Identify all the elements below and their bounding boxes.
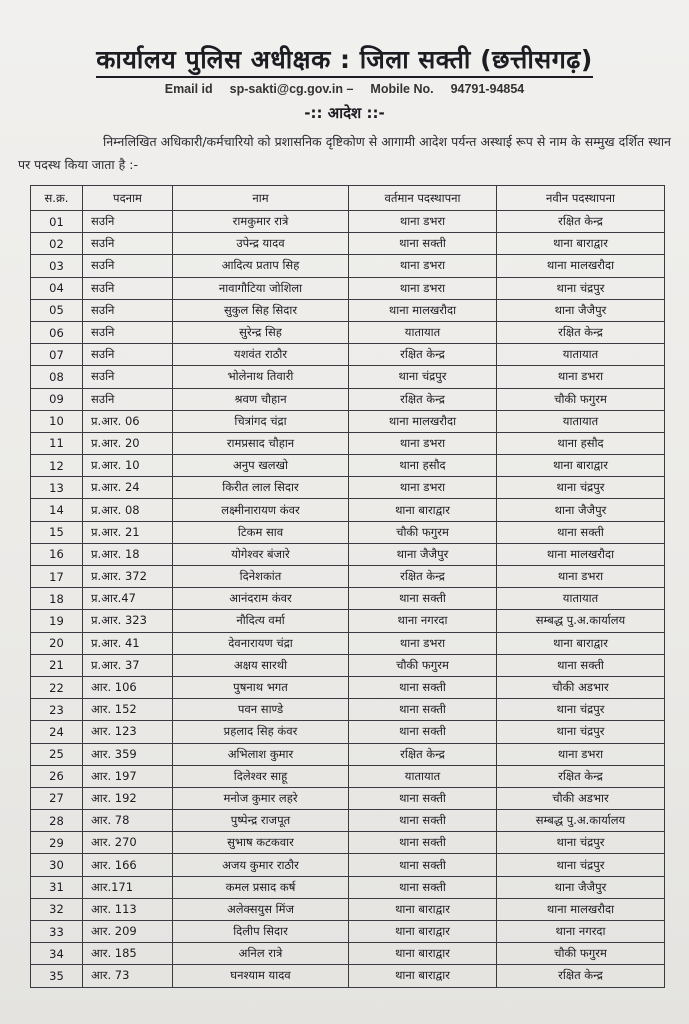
cell-name: अनुप खलखो <box>173 455 349 477</box>
cell-serial: 19 <box>31 610 83 632</box>
cell-current-posting: थाना चंद्रपुर <box>349 366 497 388</box>
cell-new-posting: चौकी फगुरम <box>497 388 665 410</box>
cell-name: लक्ष्मीनारायण कंवर <box>173 499 349 521</box>
cell-name: यशवंत राठौर <box>173 344 349 366</box>
cell-new-posting: थाना सक्ती <box>497 654 665 676</box>
cell-name: अनिल रात्रे <box>173 943 349 965</box>
cell-designation: प्र.आर. 18 <box>83 543 173 565</box>
cell-serial: 29 <box>31 832 83 854</box>
cell-name: आदित्य प्रताप सिह <box>173 255 349 277</box>
cell-current-posting: थाना सक्ती <box>349 721 497 743</box>
cell-designation: प्र.आर. 06 <box>83 410 173 432</box>
cell-current-posting: चौकी फगुरम <box>349 654 497 676</box>
cell-name: किरीत लाल सिदार <box>173 477 349 499</box>
cell-new-posting: थाना डभरा <box>497 743 665 765</box>
email-label: Email id <box>164 82 213 96</box>
cell-serial: 14 <box>31 499 83 521</box>
table-row <box>31 521 665 543</box>
cell-name: श्रवण चौहान <box>173 388 349 410</box>
cell-current-posting: थाना सक्ती <box>349 699 497 721</box>
table-row <box>31 721 665 743</box>
mobile-value: 94791-94854 <box>450 82 525 96</box>
cell-designation: आर. 197 <box>83 765 173 787</box>
cell-current-posting: थाना डभरा <box>349 632 497 654</box>
cell-name: उपेन्द्र यादव <box>173 233 349 255</box>
cell-designation: प्र.आर. 41 <box>83 632 173 654</box>
cell-name: सुकुल सिह सिदार <box>173 299 349 321</box>
cell-name: रामप्रसाद चौहान <box>173 432 349 454</box>
cell-new-posting: थाना चंद्रपुर <box>497 721 665 743</box>
cell-new-posting: सम्बद्ध पु.अ.कार्यालय <box>497 810 665 832</box>
cell-serial: 04 <box>31 277 83 299</box>
cell-name: घनश्याम यादव <box>173 965 349 987</box>
cell-designation: सउनि <box>83 277 173 299</box>
cell-designation: आर. 106 <box>83 676 173 698</box>
cell-designation: आर. 270 <box>83 832 173 854</box>
cell-current-posting: रक्षित केन्द्र <box>349 743 497 765</box>
email-value: sp-sakti@cg.gov.in – <box>229 82 354 96</box>
table-row <box>31 321 665 343</box>
cell-serial: 16 <box>31 543 83 565</box>
cell-serial: 11 <box>31 432 83 454</box>
contact-line <box>0 82 689 96</box>
cell-current-posting: थाना सक्ती <box>349 854 497 876</box>
cell-new-posting: थाना चंद्रपुर <box>497 854 665 876</box>
cell-current-posting: थाना मालखरौदा <box>349 410 497 432</box>
cell-serial: 35 <box>31 965 83 987</box>
cell-current-posting: थाना सक्ती <box>349 810 497 832</box>
cell-new-posting: रक्षित केन्द्र <box>497 765 665 787</box>
cell-designation: प्र.आर. 323 <box>83 610 173 632</box>
table-row <box>31 211 665 233</box>
cell-new-posting: यातायात <box>497 588 665 610</box>
cell-current-posting: थाना बाराद्वार <box>349 943 497 965</box>
cell-designation: प्र.आर. 21 <box>83 521 173 543</box>
cell-serial: 07 <box>31 344 83 366</box>
cell-current-posting: चौकी फगुरम <box>349 521 497 543</box>
cell-new-posting: थाना चंद्रपुर <box>497 277 665 299</box>
cell-new-posting: थाना जैजैपुर <box>497 499 665 521</box>
table-row <box>31 943 665 965</box>
cell-new-posting: थाना बाराद्वार <box>497 632 665 654</box>
cell-new-posting: रक्षित केन्द्र <box>497 211 665 233</box>
cell-name: टिकम साव <box>173 521 349 543</box>
header-designation: पदनाम <box>83 186 173 211</box>
table-row <box>31 366 665 388</box>
cell-designation: सउनि <box>83 344 173 366</box>
cell-new-posting: थाना मालखरौदा <box>497 255 665 277</box>
cell-new-posting: थाना मालखरौदा <box>497 898 665 920</box>
table-row <box>31 432 665 454</box>
cell-designation: आर. 192 <box>83 787 173 809</box>
cell-name: दिलीप सिदार <box>173 921 349 943</box>
header-serial: स.क्र. <box>31 186 83 211</box>
table-row <box>31 277 665 299</box>
table-row <box>31 832 665 854</box>
cell-designation: आर. 123 <box>83 721 173 743</box>
cell-serial: 13 <box>31 477 83 499</box>
cell-designation: प्र.आर. 37 <box>83 654 173 676</box>
cell-new-posting: रक्षित केन्द्र <box>497 321 665 343</box>
cell-serial: 21 <box>31 654 83 676</box>
cell-designation: आर. 152 <box>83 699 173 721</box>
cell-name: दिलेश्वर साहू <box>173 765 349 787</box>
cell-designation: प्र.आर. 10 <box>83 455 173 477</box>
table-row <box>31 255 665 277</box>
office-title-text: कार्यालय पुलिस अधीक्षक : जिला सक्ती (छत्तीसगढ़) <box>96 45 593 78</box>
office-title <box>0 42 689 76</box>
cell-serial: 22 <box>31 676 83 698</box>
cell-new-posting: थाना जैजैपुर <box>497 876 665 898</box>
cell-designation: आर. 73 <box>83 965 173 987</box>
table-row <box>31 410 665 432</box>
cell-name: चित्रांगद चंद्रा <box>173 410 349 432</box>
cell-serial: 08 <box>31 366 83 388</box>
cell-new-posting: थाना मालखरौदा <box>497 543 665 565</box>
cell-new-posting: यातायात <box>497 410 665 432</box>
cell-current-posting: थाना बाराद्वार <box>349 965 497 987</box>
cell-designation: सउनि <box>83 321 173 343</box>
table-row <box>31 921 665 943</box>
cell-current-posting: थाना डभरा <box>349 211 497 233</box>
cell-name: अजय कुमार राठौर <box>173 854 349 876</box>
cell-designation: प्र.आर.47 <box>83 588 173 610</box>
cell-name: पुषनाथ भगत <box>173 676 349 698</box>
cell-name: रामकुमार रात्रे <box>173 211 349 233</box>
cell-name: मनोज कुमार लहरे <box>173 787 349 809</box>
mobile-label: Mobile No. <box>370 82 434 96</box>
cell-designation: आर. 209 <box>83 921 173 943</box>
cell-serial: 34 <box>31 943 83 965</box>
cell-serial: 33 <box>31 921 83 943</box>
cell-name: भोलेनाथ तिवारी <box>173 366 349 388</box>
cell-current-posting: थाना डभरा <box>349 477 497 499</box>
cell-designation: सउनि <box>83 366 173 388</box>
cell-new-posting: थाना नगरदा <box>497 921 665 943</box>
cell-designation: आर. 78 <box>83 810 173 832</box>
table-row <box>31 344 665 366</box>
cell-name: सुरेन्द्र सिह <box>173 321 349 343</box>
cell-serial: 23 <box>31 699 83 721</box>
cell-new-posting: थाना चंद्रपुर <box>497 477 665 499</box>
cell-name: अभिलाश कुमार <box>173 743 349 765</box>
cell-current-posting: रक्षित केन्द्र <box>349 344 497 366</box>
cell-name: कमल प्रसाद कर्ष <box>173 876 349 898</box>
cell-new-posting: चौकी अडभार <box>497 787 665 809</box>
cell-current-posting: थाना बाराद्वार <box>349 499 497 521</box>
cell-current-posting: थाना डभरा <box>349 255 497 277</box>
cell-current-posting: यातायात <box>349 321 497 343</box>
cell-serial: 25 <box>31 743 83 765</box>
header-current-posting: वर्तमान पदस्थापना <box>349 186 497 211</box>
cell-serial: 27 <box>31 787 83 809</box>
cell-serial: 03 <box>31 255 83 277</box>
table-row <box>31 233 665 255</box>
table-row <box>31 876 665 898</box>
cell-current-posting: थाना सक्ती <box>349 876 497 898</box>
cell-serial: 01 <box>31 211 83 233</box>
order-heading: -:: आदेश ::- <box>304 104 385 122</box>
cell-new-posting: थाना हसौद <box>497 432 665 454</box>
posting-table <box>30 185 665 988</box>
header-new-posting: नवीन पदस्थापना <box>497 186 665 211</box>
cell-current-posting: थाना सक्ती <box>349 233 497 255</box>
table-row <box>31 610 665 632</box>
cell-serial: 05 <box>31 299 83 321</box>
table-row <box>31 455 665 477</box>
cell-serial: 26 <box>31 765 83 787</box>
table-row <box>31 499 665 521</box>
cell-serial: 28 <box>31 810 83 832</box>
cell-serial: 02 <box>31 233 83 255</box>
table-row <box>31 854 665 876</box>
cell-current-posting: थाना हसौद <box>349 455 497 477</box>
cell-current-posting: थाना बाराद्वार <box>349 921 497 943</box>
cell-designation: प्र.आर. 24 <box>83 477 173 499</box>
cell-name: अक्षय सारथी <box>173 654 349 676</box>
cell-name: प्रहलाद सिह कंवर <box>173 721 349 743</box>
cell-current-posting: थाना नगरदा <box>349 610 497 632</box>
cell-name: आनंदराम कंवर <box>173 588 349 610</box>
cell-new-posting: चौकी फगुरम <box>497 943 665 965</box>
cell-new-posting: थाना डभरा <box>497 366 665 388</box>
cell-new-posting: सम्बद्ध पु.अ.कार्यालय <box>497 610 665 632</box>
cell-new-posting: थाना सक्ती <box>497 521 665 543</box>
cell-name: सुभाष कटकवार <box>173 832 349 854</box>
table-row <box>31 477 665 499</box>
cell-serial: 31 <box>31 876 83 898</box>
cell-serial: 12 <box>31 455 83 477</box>
table-row <box>31 632 665 654</box>
cell-new-posting: थाना डभरा <box>497 566 665 588</box>
table-row <box>31 765 665 787</box>
cell-designation: आर. 113 <box>83 898 173 920</box>
table-row <box>31 810 665 832</box>
table-body <box>31 211 665 988</box>
cell-designation: सउनि <box>83 211 173 233</box>
table-row <box>31 676 665 698</box>
cell-designation: सउनि <box>83 388 173 410</box>
table-row <box>31 699 665 721</box>
cell-serial: 24 <box>31 721 83 743</box>
cell-name: पुष्पेन्द्र राजपूत <box>173 810 349 832</box>
cell-current-posting: थाना सक्ती <box>349 676 497 698</box>
cell-serial: 17 <box>31 566 83 588</box>
table-row <box>31 388 665 410</box>
header-name: नाम <box>173 186 349 211</box>
table-row <box>31 543 665 565</box>
cell-current-posting: थाना बाराद्वार <box>349 898 497 920</box>
cell-new-posting: थाना चंद्रपुर <box>497 699 665 721</box>
cell-name: नौदित्य वर्मा <box>173 610 349 632</box>
cell-designation: आर. 359 <box>83 743 173 765</box>
cell-serial: 20 <box>31 632 83 654</box>
cell-name: देवनारायण चंद्रा <box>173 632 349 654</box>
cell-serial: 32 <box>31 898 83 920</box>
cell-new-posting: थाना जैजैपुर <box>497 299 665 321</box>
table-header-row <box>31 186 665 211</box>
cell-serial: 10 <box>31 410 83 432</box>
cell-new-posting: यातायात <box>497 344 665 366</box>
cell-designation: प्र.आर. 08 <box>83 499 173 521</box>
cell-serial: 15 <box>31 521 83 543</box>
cell-designation: सउनि <box>83 299 173 321</box>
cell-designation: आर.171 <box>83 876 173 898</box>
cell-current-posting: थाना सक्ती <box>349 832 497 854</box>
table-row <box>31 965 665 987</box>
cell-name: योगेश्वर बंजारे <box>173 543 349 565</box>
intro-paragraph: निम्नलिखित अधिकारी/कर्मचारियो को प्रशासनिक दृष्टिकोण से आगामी आदेश पर्यन्त अस्थाई रूप से नाम के सम्मुख दर्शित स्थान पर पदस्थ किया जाता है :- <box>18 134 671 172</box>
cell-current-posting: रक्षित केन्द्र <box>349 566 497 588</box>
cell-designation: सउनि <box>83 255 173 277</box>
cell-designation: आर. 166 <box>83 854 173 876</box>
cell-current-posting: रक्षित केन्द्र <box>349 388 497 410</box>
cell-new-posting: थाना चंद्रपुर <box>497 832 665 854</box>
table-row <box>31 787 665 809</box>
table-row <box>31 743 665 765</box>
cell-current-posting: थाना जैजैपुर <box>349 543 497 565</box>
cell-new-posting: रक्षित केन्द्र <box>497 965 665 987</box>
cell-current-posting: थाना डभरा <box>349 432 497 454</box>
cell-designation: प्र.आर. 20 <box>83 432 173 454</box>
cell-name: पवन साण्डे <box>173 699 349 721</box>
cell-new-posting: थाना बाराद्वार <box>497 233 665 255</box>
table-row <box>31 588 665 610</box>
cell-current-posting: यातायात <box>349 765 497 787</box>
cell-serial: 18 <box>31 588 83 610</box>
cell-serial: 06 <box>31 321 83 343</box>
cell-serial: 30 <box>31 854 83 876</box>
table-row <box>31 654 665 676</box>
cell-current-posting: थाना सक्ती <box>349 787 497 809</box>
table-row <box>31 299 665 321</box>
cell-designation: आर. 185 <box>83 943 173 965</box>
cell-designation: सउनि <box>83 233 173 255</box>
cell-current-posting: थाना मालखरौदा <box>349 299 497 321</box>
cell-current-posting: थाना सक्ती <box>349 588 497 610</box>
cell-name: दिनेशकांत <box>173 566 349 588</box>
table-row <box>31 566 665 588</box>
cell-name: अलेक्सयुस मिंज <box>173 898 349 920</box>
cell-serial: 09 <box>31 388 83 410</box>
cell-current-posting: थाना डभरा <box>349 277 497 299</box>
table-row <box>31 898 665 920</box>
cell-name: नावागौटिया जोशिला <box>173 277 349 299</box>
cell-designation: प्र.आर. 372 <box>83 566 173 588</box>
cell-new-posting: थाना बाराद्वार <box>497 455 665 477</box>
cell-new-posting: चौकी अडभार <box>497 676 665 698</box>
